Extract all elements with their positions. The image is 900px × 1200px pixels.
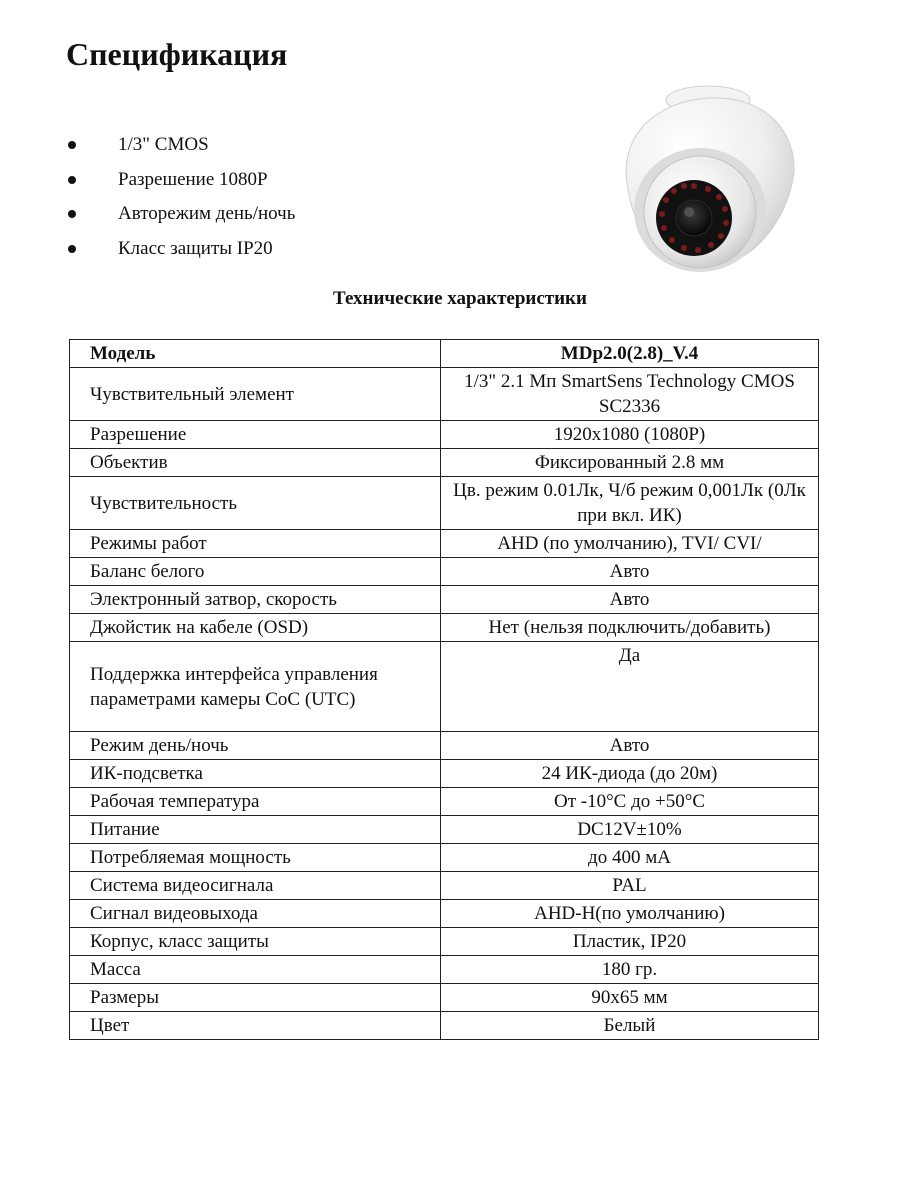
row-key: Система видеосигнала	[70, 872, 441, 900]
table-row	[70, 900, 819, 928]
table-row	[70, 530, 819, 558]
row-value: 180 гр.	[441, 956, 819, 984]
feature-item	[66, 163, 295, 198]
table-row	[70, 956, 819, 984]
row-key: Питание	[70, 816, 441, 844]
row-key: Корпус, класс защиты	[70, 928, 441, 956]
feature-text: Класс защиты IP20	[118, 237, 273, 259]
feature-list	[66, 128, 295, 266]
row-value: Фиксированный 2.8 мм	[441, 449, 819, 477]
bullet-icon	[68, 210, 76, 218]
row-key: Режим день/ночь	[70, 732, 441, 760]
row-value: AHD (по умолчанию), TVI/ CVI/	[441, 530, 819, 558]
table-row	[70, 760, 819, 788]
row-key: Баланс белого	[70, 558, 441, 586]
table-row	[70, 1012, 819, 1040]
section-title: Технические характеристики	[333, 288, 587, 309]
row-key: Режимы работ	[70, 530, 441, 558]
table-row	[70, 449, 819, 477]
table-row	[70, 872, 819, 900]
table-row	[70, 642, 819, 732]
row-value: до 400 мА	[441, 844, 819, 872]
row-value: Цв. режим 0.01Лк, Ч/б режим 0,001Лк (0Лк при вкл. ИК)	[441, 477, 819, 530]
row-key: Разрешение	[70, 421, 441, 449]
table-row	[70, 816, 819, 844]
row-value: 1/3" 2.1 Мп SmartSens Technology CMOS SC2336	[441, 368, 819, 421]
row-key: ИК-подсветка	[70, 760, 441, 788]
row-key: Джойстик на кабеле (OSD)	[70, 614, 441, 642]
dome-camera-icon	[608, 78, 808, 278]
spec-table	[69, 339, 819, 1040]
table-row	[70, 614, 819, 642]
table-row	[70, 558, 819, 586]
row-key: Объектив	[70, 449, 441, 477]
row-value: Авто	[441, 558, 819, 586]
row-value: PAL	[441, 872, 819, 900]
row-key: Чувствительность	[70, 477, 441, 530]
table-row	[70, 586, 819, 614]
header-key: Модель	[70, 340, 441, 368]
row-key: Масса	[70, 956, 441, 984]
row-value: Авто	[441, 586, 819, 614]
row-value: AHD-H(по умолчанию)	[441, 900, 819, 928]
bullet-icon	[68, 176, 76, 184]
feature-item	[66, 232, 295, 267]
row-value: Да	[441, 642, 819, 732]
row-key: Сигнал видеовыхода	[70, 900, 441, 928]
table-row	[70, 788, 819, 816]
row-value: 90x65 мм	[441, 984, 819, 1012]
row-value: От -10°C до +50°C	[441, 788, 819, 816]
table-row	[70, 984, 819, 1012]
table-row	[70, 732, 819, 760]
row-value: 24 ИК-диода (до 20м)	[441, 760, 819, 788]
feature-item	[66, 197, 295, 232]
table-row	[70, 844, 819, 872]
row-key: Поддержка интерфейса управления параметрами камеры CoC (UTC)	[70, 642, 441, 732]
row-value: Авто	[441, 732, 819, 760]
feature-text: 1/3" CMOS	[118, 134, 209, 156]
table-row	[70, 477, 819, 530]
feature-item	[66, 128, 295, 163]
row-value: 1920x1080 (1080P)	[441, 421, 819, 449]
row-value: Пластик, IP20	[441, 928, 819, 956]
bullet-icon	[68, 141, 76, 149]
feature-text: Авторежим день/ночь	[118, 203, 296, 225]
row-key: Рабочая температура	[70, 788, 441, 816]
row-key: Цвет	[70, 1012, 441, 1040]
table-header-row	[70, 340, 819, 368]
row-key: Чувствительный элемент	[70, 368, 441, 421]
table-row	[70, 421, 819, 449]
row-value: DC12V±10%	[441, 816, 819, 844]
row-key: Электронный затвор, скорость	[70, 586, 441, 614]
row-value: Нет (нельзя подключить/добавить)	[441, 614, 819, 642]
table-row	[70, 368, 819, 421]
row-key: Потребляемая мощность	[70, 844, 441, 872]
feature-text: Разрешение 1080P	[118, 168, 268, 190]
bullet-icon	[68, 245, 76, 253]
row-key: Размеры	[70, 984, 441, 1012]
header-value: MDp2.0(2.8)_V.4	[441, 340, 819, 368]
page-title: Спецификация	[66, 36, 288, 72]
row-value: Белый	[441, 1012, 819, 1040]
table-row	[70, 928, 819, 956]
